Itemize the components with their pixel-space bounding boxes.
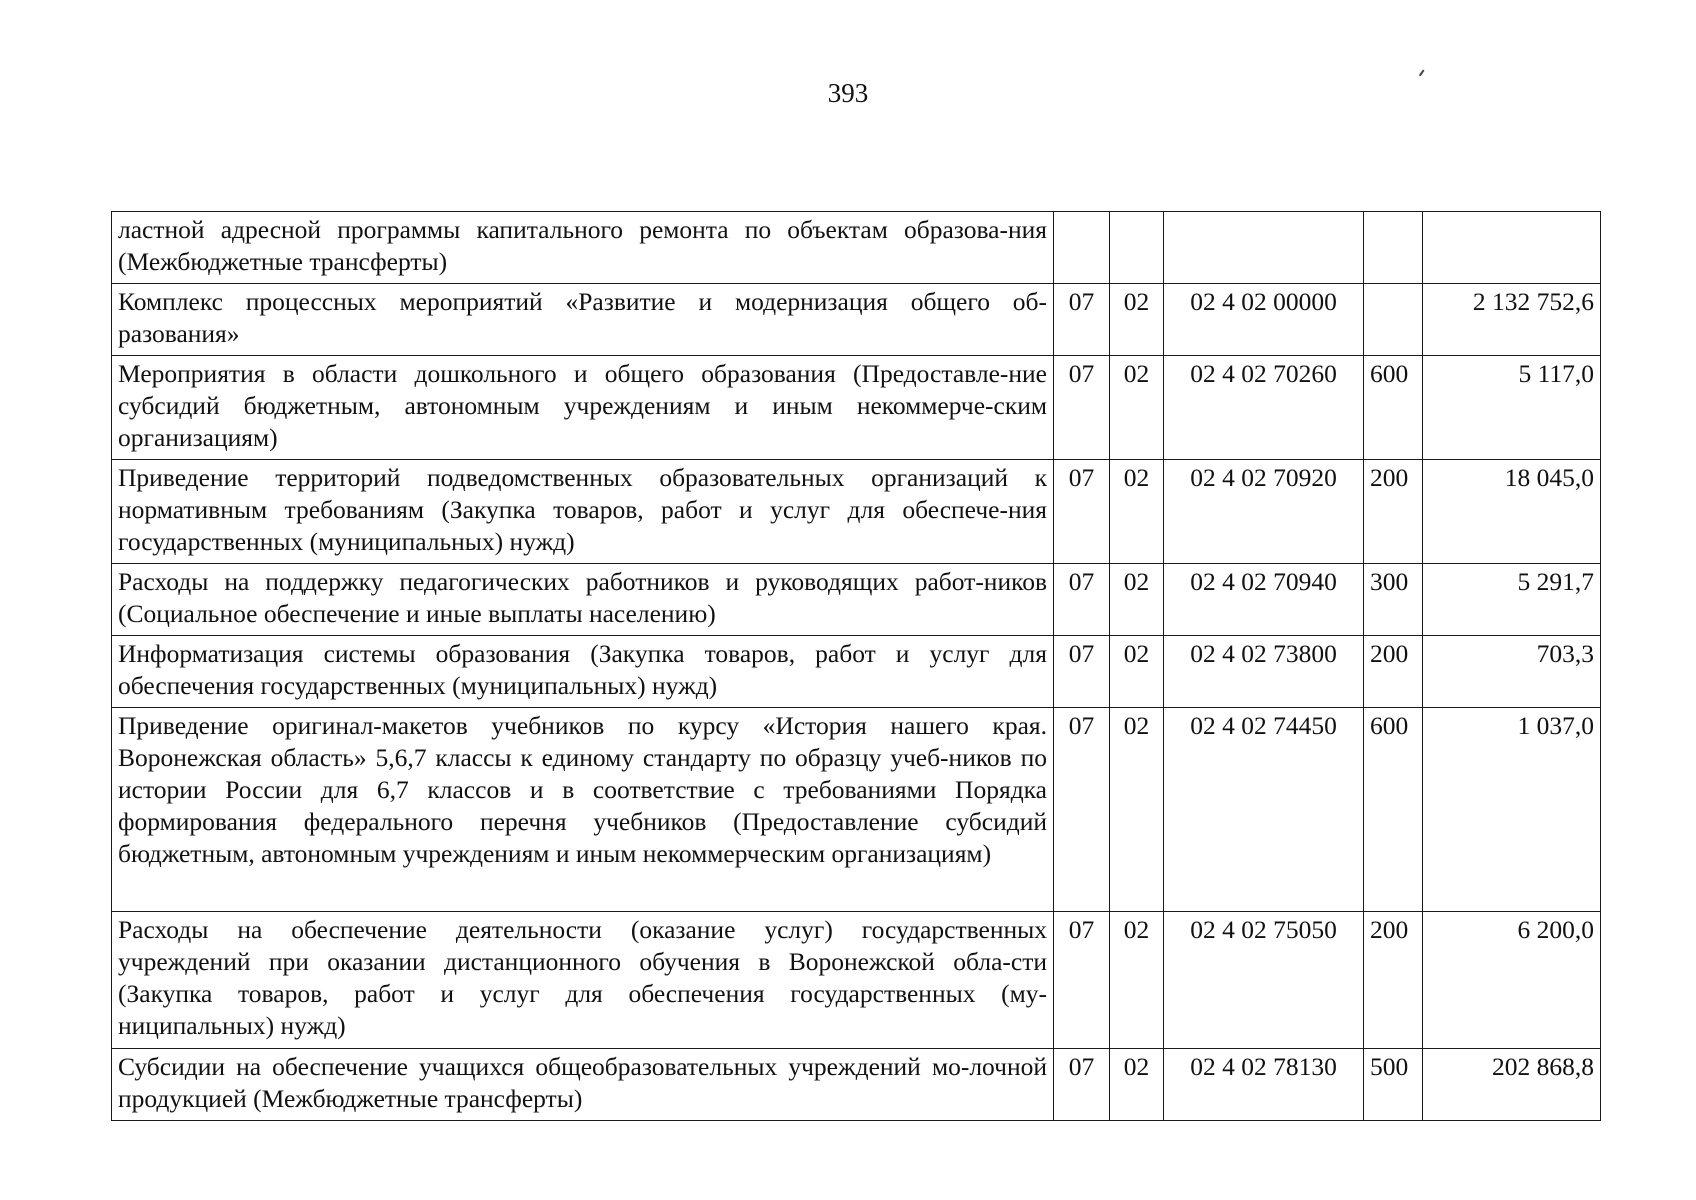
row-amount: 6 200,0	[1423, 912, 1601, 1049]
table-row	[112, 636, 1601, 708]
row-amount: 2 132 752,6	[1423, 284, 1601, 356]
row-subsection-code: 02	[1110, 564, 1164, 636]
row-description: Мероприятия в области дошкольного и общего образования (Предоставле-ние субсидий бюджетным, автономным учреждениям и иным некоммерче-ским организациям)	[112, 356, 1054, 460]
row-target-article: 02 4 02 00000	[1164, 284, 1364, 356]
page-number: 393	[827, 78, 869, 108]
row-expense-type	[1364, 212, 1423, 284]
row-amount: 18 045,0	[1423, 460, 1601, 564]
row-amount	[1423, 212, 1601, 284]
row-subsection-code	[1110, 212, 1164, 284]
row-subsection-code: 02	[1110, 1049, 1164, 1121]
row-expense-type	[1364, 284, 1423, 356]
row-target-article: 02 4 02 73800	[1164, 636, 1364, 708]
row-description: Приведение территорий подведомственных образовательных организаций к нормативным требованиям (Закупка товаров, работ и услуг для обеспече-ния государственных (муниципальных) нужд)	[112, 460, 1054, 564]
table-row	[112, 912, 1601, 1049]
row-description: Информатизация системы образования (Закупка товаров, работ и услуг для обеспечения государственных (муниципальных) нужд)	[112, 636, 1054, 708]
row-amount: 202 868,8	[1423, 1049, 1601, 1121]
row-description: Расходы на обеспечение деятельности (оказание услуг) государственных учреждений при оказании дистанционного обучения в Воронежской обла-сти (Закупка товаров, работ и услуг для обеспечения государственных (му-ниципальных) нужд)	[112, 912, 1054, 1049]
table-row	[112, 1049, 1601, 1121]
row-section-code: 07	[1054, 460, 1110, 564]
row-target-article: 02 4 02 70940	[1164, 564, 1364, 636]
row-expense-type: 300	[1364, 564, 1423, 636]
row-subsection-code: 02	[1110, 284, 1164, 356]
row-expense-type: 600	[1364, 356, 1423, 460]
row-section-code: 07	[1054, 912, 1110, 1049]
row-section-code: 07	[1054, 564, 1110, 636]
row-expense-type: 500	[1364, 1049, 1423, 1121]
row-subsection-code: 02	[1110, 708, 1164, 912]
row-amount: 703,3	[1423, 636, 1601, 708]
row-description: ластной адресной программы капитального ремонта по объектам образова-ния (Межбюджетные трансферты)	[112, 212, 1054, 284]
row-section-code: 07	[1054, 636, 1110, 708]
row-section-code	[1054, 212, 1110, 284]
row-target-article: 02 4 02 74450	[1164, 708, 1364, 912]
row-description: Приведение оригинал-макетов учебников по курсу «История нашего края. Воронежская область» 5,6,7 классы к единому стандарту по образцу учеб-ников по истории России для 6,7 классов и в соответствие с требованиями Порядка формирования федерального перечня учебников (Предоставление субсидий бюджетным, автономным учреждениям и иным некоммерческим организациям)	[112, 708, 1054, 912]
row-expense-type: 600	[1364, 708, 1423, 912]
row-section-code: 07	[1054, 708, 1110, 912]
table-row	[112, 284, 1601, 356]
row-expense-type: 200	[1364, 636, 1423, 708]
table-row	[112, 460, 1601, 564]
row-amount: 5 291,7	[1423, 564, 1601, 636]
row-target-article: 02 4 02 78130	[1164, 1049, 1364, 1121]
table-row	[112, 708, 1601, 912]
scan-mark	[1419, 69, 1424, 76]
row-target-article	[1164, 212, 1364, 284]
row-expense-type: 200	[1364, 460, 1423, 564]
row-expense-type: 200	[1364, 912, 1423, 1049]
row-section-code: 07	[1054, 356, 1110, 460]
row-target-article: 02 4 02 75050	[1164, 912, 1364, 1049]
row-subsection-code: 02	[1110, 636, 1164, 708]
row-target-article: 02 4 02 70920	[1164, 460, 1364, 564]
row-target-article: 02 4 02 70260	[1164, 356, 1364, 460]
row-amount: 1 037,0	[1423, 708, 1601, 912]
table-row	[112, 212, 1601, 284]
row-section-code: 07	[1054, 1049, 1110, 1121]
row-amount: 5 117,0	[1423, 356, 1601, 460]
row-subsection-code: 02	[1110, 356, 1164, 460]
row-subsection-code: 02	[1110, 460, 1164, 564]
budget-table	[111, 211, 1601, 1121]
row-description: Субсидии на обеспечение учащихся общеобразовательных учреждений мо-лочной продукцией (Межбюджетные трансферты)	[112, 1049, 1054, 1121]
table-row	[112, 356, 1601, 460]
row-section-code: 07	[1054, 284, 1110, 356]
row-description: Комплекс процессных мероприятий «Развитие и модернизация общего об-разования»	[112, 284, 1054, 356]
row-subsection-code: 02	[1110, 912, 1164, 1049]
table-row	[112, 564, 1601, 636]
row-description: Расходы на поддержку педагогических работников и руководящих работ-ников (Социальное обеспечение и иные выплаты населению)	[112, 564, 1054, 636]
